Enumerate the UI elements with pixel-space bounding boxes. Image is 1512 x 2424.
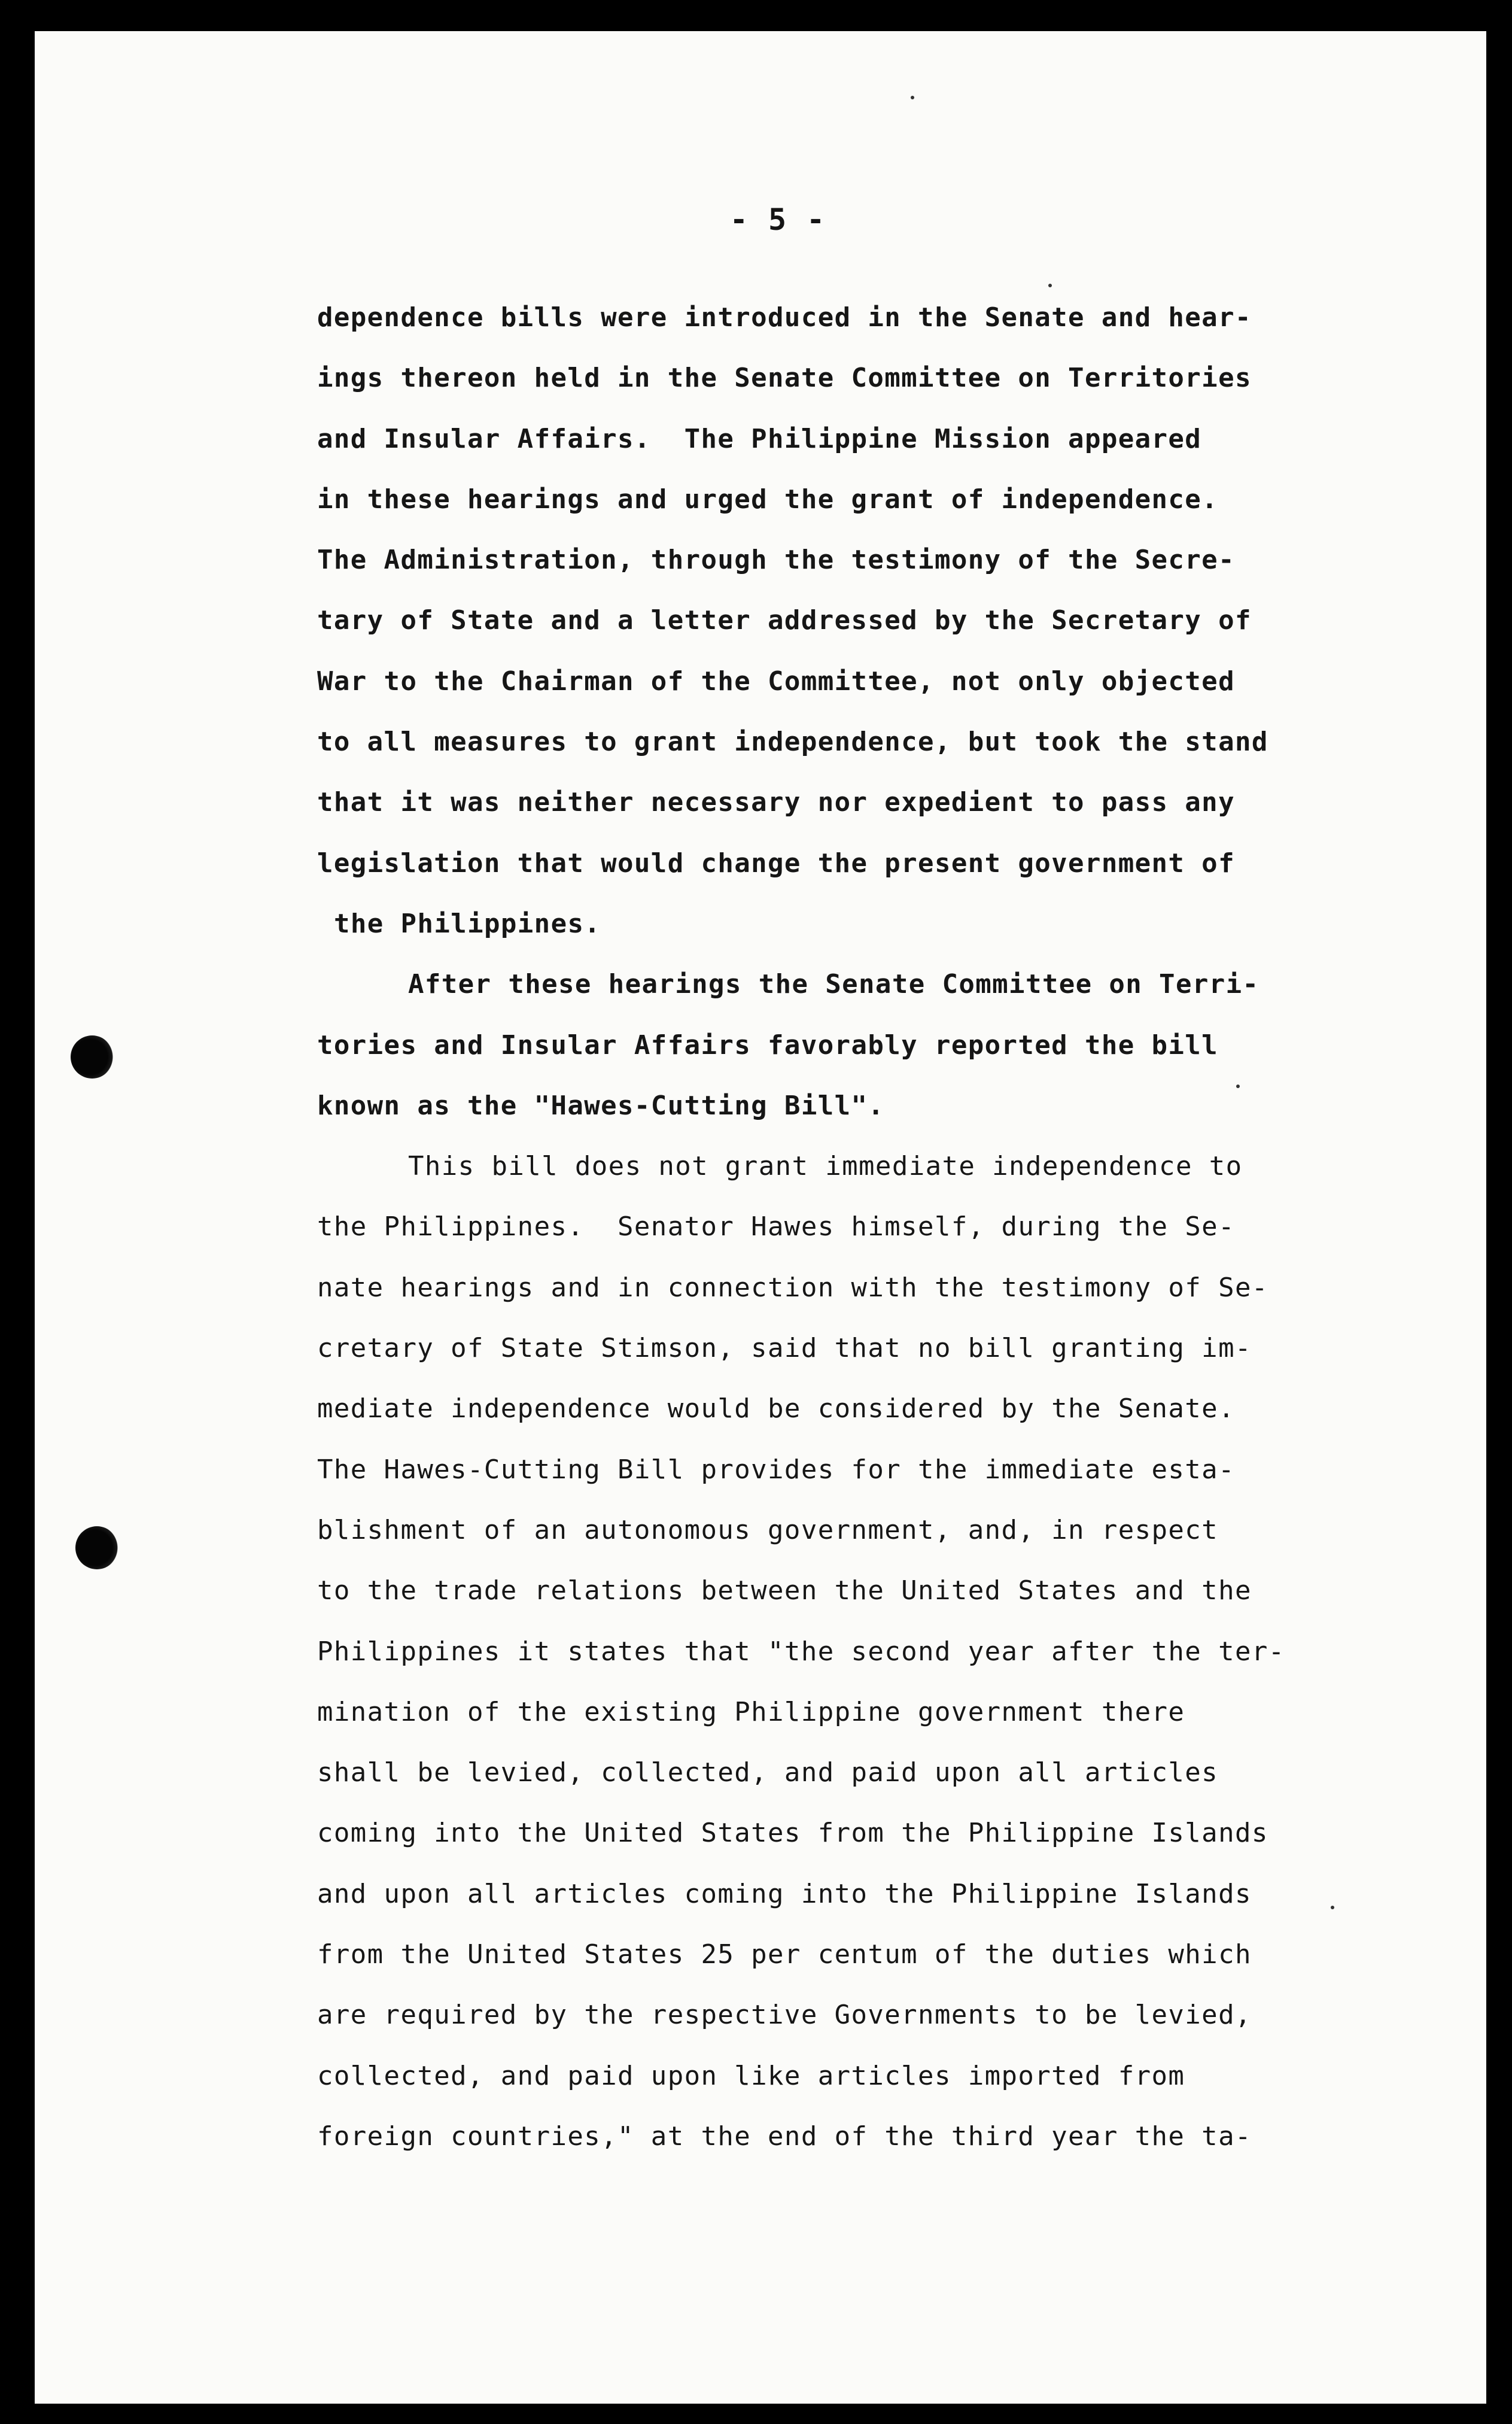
- text-line: After these hearings the Senate Committee on Terri-: [408, 969, 1260, 1000]
- text-line: and Insular Affairs. The Philippine Mission appeared: [317, 423, 1202, 454]
- text-line: tories and Insular Affairs favorably reported the bill: [317, 1029, 1219, 1061]
- text-line: and upon all articles coming into the Philippine Islands: [317, 1878, 1252, 1909]
- page-number: - 5 -: [729, 202, 826, 237]
- text-line: known as the "Hawes-Cutting Bill".: [317, 1090, 885, 1121]
- text-line: Philippines it states that "the second year after the ter-: [317, 1636, 1285, 1667]
- text-line: mediate independence would be considered by the Senate.: [317, 1393, 1235, 1424]
- text-line: The Hawes-Cutting Bill provides for the immediate esta-: [317, 1454, 1235, 1485]
- paper-speck: [911, 96, 914, 99]
- text-line: nate hearings and in connection with the testimony of Se-: [317, 1272, 1268, 1303]
- punch-hole-bottom: [75, 1526, 118, 1569]
- text-line: cretary of State Stimson, said that no bill granting im-: [317, 1333, 1252, 1364]
- paper-speck: [1048, 284, 1052, 287]
- text-line: the Philippines. Senator Hawes himself, during the Se-: [317, 1211, 1235, 1243]
- text-line: from the United States 25 per centum of the duties which: [317, 1939, 1252, 1970]
- text-line: are required by the respective Governments to be levied,: [317, 2000, 1252, 2031]
- text-line: The Administration, through the testimony of the Secre-: [317, 545, 1235, 576]
- text-line: that it was neither necessary nor expedient to pass any: [317, 787, 1235, 818]
- punch-hole-top: [71, 1035, 114, 1079]
- text-line: coming into the United States from the Philippine Islands: [317, 1818, 1268, 1849]
- text-line: in these hearings and urged the grant of independence.: [317, 484, 1219, 515]
- text-line: This bill does not grant immediate independence to: [408, 1151, 1243, 1182]
- text-line: legislation that would change the present government of: [317, 848, 1235, 879]
- text-line: tary of State and a letter addressed by the Secretary of: [317, 605, 1252, 636]
- text-line: mination of the existing Philippine government there: [317, 1696, 1185, 1727]
- text-line: shall be levied, collected, and paid upon all articles: [317, 1757, 1219, 1788]
- text-line: dependence bills were introduced in the Senate and hear-: [317, 302, 1252, 333]
- text-line: foreign countries," at the end of the third year the ta-: [317, 2121, 1252, 2152]
- text-line: ings thereon held in the Senate Committee on Territories: [317, 363, 1252, 394]
- text-line: the Philippines.: [334, 908, 601, 939]
- text-line: to the trade relations between the United States and the: [317, 1575, 1252, 1606]
- body-text: [317, 297, 1382, 2176]
- text-line: War to the Chairman of the Committee, not only objected: [317, 666, 1235, 697]
- text-line: blishment of an autonomous government, and, in respect: [317, 1514, 1219, 1545]
- text-line: to all measures to grant independence, but took the stand: [317, 727, 1268, 758]
- text-line: collected, and paid upon like articles imported from: [317, 2060, 1185, 2091]
